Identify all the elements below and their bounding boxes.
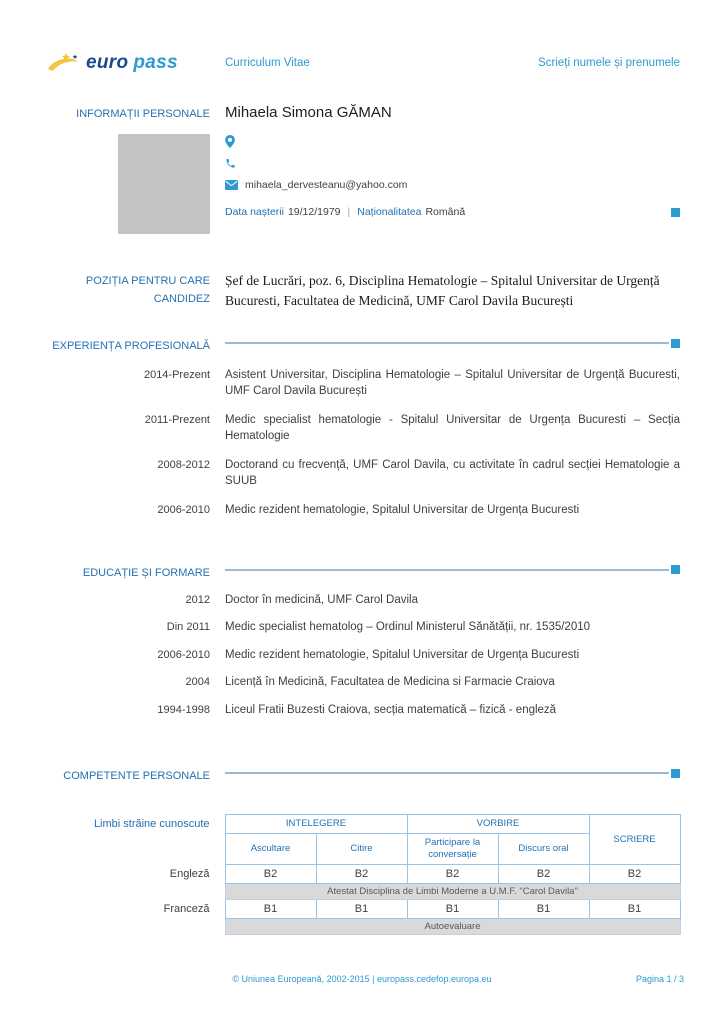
logo-text-euro: euro xyxy=(86,52,129,73)
section-label-competences: COMPETENTE PERSONALE xyxy=(63,770,210,783)
level-cell: B2 xyxy=(225,864,316,883)
experience-description: Doctorand cu frecvență, UMF Carol Davila, cu activitate în cadrul secției Hematologie a SUUB xyxy=(225,459,680,487)
level-cell: B2 xyxy=(498,864,589,883)
level-cell: B2 xyxy=(316,864,407,883)
page-footer xyxy=(0,974,724,988)
email-envelope-icon xyxy=(225,180,238,190)
education-period: 1994-1998 xyxy=(157,703,210,716)
skill-header-conversation: Participare la conversație xyxy=(407,834,498,865)
experience-period: 2011-Prezent xyxy=(144,414,210,427)
personal-info-body-row xyxy=(45,122,680,239)
skill-header-reading: Citire xyxy=(316,834,407,865)
experience-description: Asistent Universitar, Disciplina Hematologie – Spitalul Universitar de Urgență Bucuresti, UMF Carol Davila București xyxy=(225,369,680,397)
level-cell: B1 xyxy=(498,899,589,918)
education-description: Medic rezident hematologie, Spitalul Universitar de Urgența Bucuresti xyxy=(225,648,580,661)
section-rule-square xyxy=(671,339,680,348)
experience-item xyxy=(45,368,680,399)
location-pin-icon xyxy=(225,135,235,148)
education-period: 2006-2010 xyxy=(157,648,210,661)
education-item xyxy=(45,648,680,664)
languages-group-header-row xyxy=(45,815,680,834)
europass-emblem-icon xyxy=(45,50,81,76)
section-label-personal-info: INFORMAȚII PERSONALE xyxy=(76,108,210,120)
experience-item xyxy=(45,503,680,519)
experience-period: 2008-2012 xyxy=(157,459,210,472)
education-period: Din 2011 xyxy=(166,621,210,634)
personal-info-header-row xyxy=(45,104,680,122)
position-row xyxy=(45,271,680,310)
email-link[interactable]: mihaela_dervesteanu@yahoo.com xyxy=(245,179,408,191)
group-header-speaking: VORBIRE xyxy=(407,815,589,834)
level-cell: B1 xyxy=(316,899,407,918)
europass-logo xyxy=(45,50,210,76)
language-note-row xyxy=(45,918,680,934)
section-label-education: EDUCAȚIE ȘI FORMARE xyxy=(82,566,210,579)
education-item xyxy=(45,593,680,609)
position-text: Șef de Lucrări, poz. 6, Disciplina Hematologie – Spitalul Universitar de Urgență Bucuresti, Facultatea de Medicină, UMF Carol Davila București xyxy=(225,273,660,308)
email-line xyxy=(225,174,680,196)
level-cell: B1 xyxy=(407,899,498,918)
name-hint-label: Scrieți numele și prenumele xyxy=(538,57,680,69)
experience-period: 2014-Prezent xyxy=(143,369,210,382)
languages-label: Limbi străine cunoscute xyxy=(45,815,225,865)
experience-section-header xyxy=(45,336,680,354)
language-note: Atestat Disciplina de Limbi Moderne a U.M.F. "Carol Davila" xyxy=(225,883,680,899)
education-item xyxy=(45,703,680,719)
person-name: Mihaela Simona GĂMAN xyxy=(225,104,392,121)
language-row-english xyxy=(45,864,680,883)
language-row-french xyxy=(45,899,680,918)
education-description: Licență în Medicină, Facultatea de Medicina si Farmacie Craiova xyxy=(225,676,555,689)
education-section-header xyxy=(45,563,680,581)
footer-copyright-link[interactable]: © Uniunea Europeană, 2002-2015 | europass.cedefop.europa.eu xyxy=(232,974,492,984)
competences-section-header xyxy=(45,766,680,784)
language-name: Engleză xyxy=(45,864,225,883)
skill-header-oral: Discurs oral xyxy=(498,834,589,865)
experience-period: 2006-2010 xyxy=(157,504,210,517)
phone-line xyxy=(225,152,680,174)
section-end-square xyxy=(671,208,680,217)
language-name: Franceză xyxy=(45,899,225,918)
page-header xyxy=(45,50,680,76)
education-description: Doctor în medicină, UMF Carol Davila xyxy=(225,593,419,606)
photo-placeholder xyxy=(118,134,210,234)
birth-nationality-line xyxy=(225,206,680,218)
group-header-understanding: INTELEGERE xyxy=(225,815,407,834)
language-note: Autoevaluare xyxy=(225,918,680,934)
section-rule xyxy=(225,569,669,571)
languages-table xyxy=(45,814,681,935)
education-description: Medic specialist hematolog – Ordinul Ministerul Sănătății, nr. 1535/2010 xyxy=(225,621,591,634)
experience-description: Medic specialist hematologie - Spitalul Universitar de Urgența Bucuresti – Secția Hematologie xyxy=(225,414,680,442)
footer-page-number: Pagina 1 / 3 xyxy=(635,974,684,984)
experience-item xyxy=(45,413,680,444)
nationality-value: Română xyxy=(425,206,466,218)
doc-type-label: Curriculum Vitae xyxy=(225,57,310,69)
education-item xyxy=(45,620,680,636)
address-line xyxy=(225,130,680,152)
section-rule-square xyxy=(671,769,680,778)
level-cell: B1 xyxy=(225,899,316,918)
section-rule xyxy=(225,772,669,774)
phone-icon xyxy=(225,158,236,169)
level-cell: B1 xyxy=(589,899,680,918)
level-cell: B2 xyxy=(407,864,498,883)
section-rule-square xyxy=(671,565,680,574)
nationality-label: Naționalitatea xyxy=(357,206,422,218)
experience-description: Medic rezident hematologie, Spitalul Universitar de Urgența Bucuresti xyxy=(225,504,580,517)
education-description: Liceul Fratii Buzesti Craiova, secția matematică – fizică - engleză xyxy=(225,703,557,716)
birth-date-label: Data nașterii xyxy=(225,206,284,218)
skill-header-listening: Ascultare xyxy=(225,834,316,865)
logo-text-pass: pass xyxy=(133,52,178,73)
section-label-experience: EXPERIENȚA PROFESIONALĂ xyxy=(52,340,210,353)
group-header-writing: SCRIERE xyxy=(589,815,680,865)
education-period: 2004 xyxy=(185,676,210,689)
level-cell: B2 xyxy=(589,864,680,883)
section-rule xyxy=(225,342,669,344)
birth-date-value: 19/12/1979 xyxy=(287,206,341,218)
section-label-position: POZIȚIA PENTRU CARE CANDIDEZ xyxy=(85,275,210,305)
education-period: 2012 xyxy=(185,593,210,606)
experience-item xyxy=(45,458,680,489)
field-separator: | xyxy=(347,206,351,218)
language-note-row xyxy=(45,883,680,899)
education-item xyxy=(45,675,680,691)
